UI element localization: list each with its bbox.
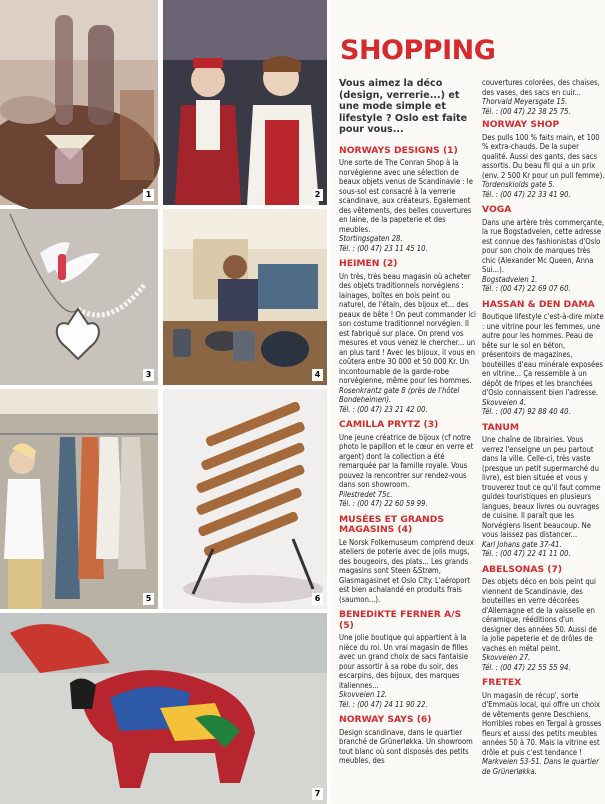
photo-jewelry	[0, 209, 158, 385]
shop-heading: CAMILLA PRYTZ (3)	[339, 419, 439, 430]
column-right	[482, 78, 605, 782]
shop-entry	[339, 610, 477, 709]
photo-number: 4	[312, 369, 323, 381]
shop-entry	[482, 565, 605, 673]
shop-heading: NORWAYS DESIGNS (1)	[339, 144, 458, 156]
continued-description: couvertures colorées, des chaises, des vases, des sacs en cuir...	[482, 78, 600, 97]
shop-phone: Tél. : (00 47) 23 11 45 10.	[339, 243, 428, 253]
shop-description: Dans une artère très commerçante, la rue Bogstadveien, cette adresse est connue des fashionistas d'Oslo pour son choix de marques très chic (Alexander Mc Queen, Anna Sui...).	[482, 217, 605, 274]
column-left	[339, 78, 477, 772]
shop-address: Stortingsgaten 28.	[339, 234, 403, 243]
shop-heading: VOGA	[482, 204, 512, 215]
photo-number: 1	[143, 189, 154, 201]
shop-entry	[339, 715, 477, 766]
shop-phone: Tél. : (00 47) 22 55 55 94.	[482, 662, 571, 672]
shop-phone: Tél. : (00 47) 24 11 90 22.	[339, 699, 428, 709]
shop-heading: NORWAY SHOP	[482, 119, 560, 130]
continued-text	[482, 78, 605, 116]
shop-heading: HASSAN & DEN DAMA	[482, 298, 595, 310]
shop-description: Le Norsk Folkemuseum comprend deux ateliers de poterie avec de jolis mugs, des bougeoirs, des plats... Les grands magasins sont Steen &Strøm, Glasmagasinet et Oslo City. L'aéroport est bien achalandé en produits frais (saumon...).	[339, 537, 474, 604]
shop-address: Markveien 53-51. Dans le quartier de Grünerløkka.	[482, 757, 599, 776]
shop-entry	[339, 515, 477, 605]
shop-heading: NORWAY SAYS (6)	[339, 714, 432, 725]
photo-pottery	[163, 209, 327, 385]
shop-description: Boutique lifestyle c'est-à-dire mixte : une vitrine pour les femmes, une autre pour les hommes. Peau de bête sur le sol en béton, présentoirs de magazines, bouteilles d'eau minérale exposées en vitrine... Ça ressemble à un dépôt de fripes et les branchées d'Oslo connaissent bien l'adresse.	[482, 312, 604, 397]
shop-description: Design scandinave, dans le quartier branché de Grünerløkka. Un showroom tout blanc où sont disposés des petits meubles, des	[339, 727, 473, 765]
shop-address: Skovveien 4.	[482, 397, 526, 407]
shop-phone: Tél. : (00 47) 22 60 59 99.	[339, 499, 428, 508]
shop-heading: MUSÉES ET GRANDS MAGASINS (4)	[339, 513, 444, 535]
shop-heading: HEIMEN (2)	[339, 258, 398, 269]
shop-entry	[482, 678, 605, 776]
shop-description: Des objets déco en bois peint qui viennent de Scandinavie, des bouteilles en verre décorées d'Allemagne et de la vaisselle en céramique, rééditions d'un designer des années 50. Aussi de la jolie papeterie et de drôles de vaches en métal peint.	[482, 577, 597, 653]
intro-text: Vous aimez la déco (design, verrerie...) et une mode simple et lifestyle ? Oslo est faite pour vous...	[339, 78, 468, 135]
shop-entry	[339, 259, 477, 414]
shop-entry	[482, 423, 605, 559]
shop-entry	[482, 300, 605, 417]
shop-heading: FRETEX	[482, 677, 522, 688]
shop-description: Un très, très beau magasin où acheter des objets traditionnels norvégiens : lainages, boîtes en bois peint ou naturel, de l'étain, des bijoux et... des peaux de bête ! On peut commander ici son costume traditionnel norvégien. Il est fabriqué sur place. On prend vos mesures et vous venez le chercher... un an plus tard ! Avec les bijoux, il vous en coûtera entre 30 000 et 50 000 Kr. Un incontournable de la garde-robe norvégienne, même pour les hommes.	[339, 271, 476, 385]
shop-description: Une jolie boutique qui appartient à la nièce du roi. Un vrai magasin de filles avec un grand choix de sacs fantaisie pour assortir à sa robe du soir, des escarpins, des bijoux, des marques italiennes...	[339, 633, 469, 690]
photo-number: 7	[312, 788, 323, 800]
article-text	[330, 0, 605, 804]
shop-address: Rosenkrantz gate 8 (près de l'hôtel Bondeheimen).	[339, 385, 460, 404]
shop-phone: Tél. : (00 47) 92 88 40 40.	[482, 407, 571, 416]
shop-entry	[482, 120, 605, 199]
page-title: SHOPPING	[340, 35, 496, 66]
photo-chair	[163, 389, 327, 609]
shop-heading: ABELSONAS (7)	[482, 563, 563, 575]
shop-address: Pilestredet 75c.	[339, 489, 393, 499]
shop-address: Karl Johans gate 37-41.	[482, 539, 562, 549]
shop-heading: BENEDIKTE FERNER A/S (5)	[339, 609, 462, 631]
photo-number: 5	[143, 593, 154, 605]
shop-address: Bogstadveien 1.	[482, 274, 538, 284]
photo-painted-cow	[0, 613, 327, 804]
shop-description: Une chaîne de librairies. Vous verrez l'enseigne un peu partout dans la ville. Celle-ci, très vaste (presque un petit supermarché du livre), est bien située et vous y trouverez tout ce qu'il faut comme guides touristiques en plusieurs langues, beaux livres ou ouvrages de cuisine. Il paraît que les Norvégiens lisent beaucoup. Ne vous laissez pas distancer...	[482, 435, 601, 539]
shop-phone: Tél. : (00 47) 22 41 11 00.	[482, 549, 571, 558]
shop-entry	[339, 146, 477, 254]
photo-glassware	[0, 0, 158, 205]
photo-boutique	[0, 389, 158, 609]
shop-address: Skovveien 27.	[482, 653, 531, 662]
shop-heading: TANUM	[482, 421, 519, 433]
shop-address: Thorvald Meyersgate 15.	[482, 97, 568, 106]
shop-address: Skovveien 12.	[339, 690, 388, 699]
photo-number: 6	[312, 593, 323, 605]
shop-description: Une sorte de The Conran Shop à la norvégienne avec une sélection de beaux objets venus de Scandinavie : le sous-sol est consacré à la verrerie scandinave, aux créateurs. Egalement des vêtements, des belles couvertures en laine, de la papeterie et des meubles.	[339, 158, 473, 234]
shop-entry	[482, 205, 605, 294]
shop-phone: Tél. : (00 47) 23 21 42 00.	[339, 404, 428, 414]
photo-number: 3	[143, 369, 154, 381]
photo-number: 2	[312, 189, 323, 201]
shop-entry	[339, 420, 477, 509]
shop-description: Un magasin de récup', sorte d'Emmaüs local, qui offre un choix de vêtements genre Deschiens. Horribles robes en Tergal à grosses fleurs et aussi des petits meubles années 50 à 70. Mais la vitrine est drôle et puis c'est tendance !	[482, 690, 602, 757]
photo-costume-dolls	[163, 0, 327, 205]
shop-description: Des pulls 100 % faits main, et 100 % extra-chauds. De la super qualité. Aussi des gants, des sacs assortis. Du beau fil qui a un prix (env. 2 500 Kr pour un pull femme).	[482, 132, 605, 180]
shop-address: Tordenskiolds gate 5.	[482, 180, 555, 189]
shop-phone: Tél. : (00 47) 22 33 41 90.	[482, 189, 571, 199]
shop-phone: Tél. : (00 47) 22 69 07 60.	[482, 284, 571, 293]
shop-phone: Tél. : (00 47) 22 38 25 75.	[482, 106, 571, 116]
shop-description: Une jeune créatrice de bijoux (cf notre photo le papillon et le cœur en verre et argent) dont la collection a été remarquée par la famille royale. Vous pouvez la rencontrer sur rendez-vous dans son showroom.	[339, 432, 474, 489]
